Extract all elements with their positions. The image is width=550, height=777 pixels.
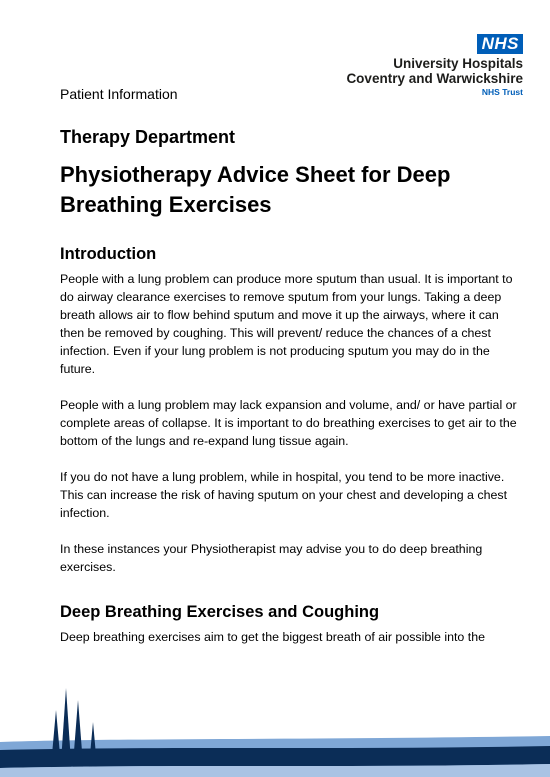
document-title: Physiotherapy Advice Sheet for Deep Breathing Exercises bbox=[60, 162, 451, 217]
intro-paragraph-2: People with a lung problem may lack expansion and volume, and/ or have partial or complete areas of collapse. It is important to do breathing exercises to get air to the bottom of the lungs and re-expand lung tissue again. bbox=[60, 398, 517, 448]
org-name-line1: University Hospitals bbox=[393, 56, 523, 71]
nhs-trust-logo bbox=[346, 34, 523, 97]
document-body bbox=[60, 120, 520, 646]
org-trust-label: NHS Trust bbox=[481, 87, 523, 97]
org-name-line2: Coventry and Warwickshire bbox=[346, 71, 523, 86]
intro-paragraph-1: People with a lung problem can produce more sputum than usual. It is important to do airway clearance exercises to remove sputum from your lungs. Taking a deep breath allows air to flow behind sputum and move it up the airways, where it can then be removed by coughing. This will prevent/ reduce the chances of a chest infection. Even if your lung problem is not producing sputum you may do in the future. bbox=[60, 272, 513, 376]
deep-breathing-paragraph-1: Deep breathing exercises aim to get the biggest breath of air possible into the bbox=[60, 630, 485, 644]
department-heading: Therapy Department bbox=[60, 127, 236, 147]
nhs-logo-box: NHS bbox=[477, 34, 523, 54]
intro-paragraph-3: If you do not have a lung problem, while in hospital, you tend to be more inactive. This can increase the risk of having sputum on your chest and developing a chest infection. bbox=[60, 470, 508, 520]
patient-information-label: Patient Information bbox=[60, 86, 178, 102]
footer-dark-wave bbox=[0, 746, 550, 768]
section-heading-deep-breathing: Deep Breathing Exercises and Coughing bbox=[60, 603, 380, 621]
intro-paragraph-4: In these instances your Physiotherapist may advise you to do deep breathing exercises. bbox=[60, 542, 483, 574]
section-heading-introduction: Introduction bbox=[60, 245, 157, 263]
footer-decoration bbox=[0, 680, 550, 777]
